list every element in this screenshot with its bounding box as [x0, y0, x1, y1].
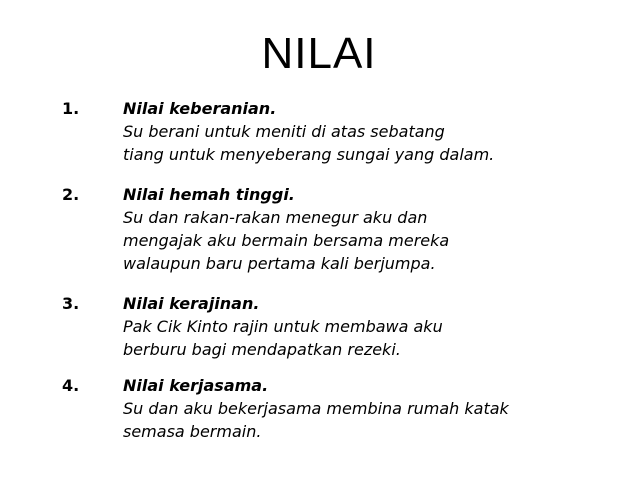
item-number: 3.	[62, 294, 80, 313]
item-body	[123, 292, 623, 361]
item-description-line: Su berani untuk meniti di atas sebatang	[123, 122, 445, 141]
item-body	[123, 374, 623, 443]
item-description-line: Su dan rakan-rakan menegur aku dan	[123, 208, 428, 227]
item-heading: Nilai keberanian.	[123, 99, 277, 118]
item-body	[123, 97, 623, 166]
item-heading: Nilai kerjasama.	[123, 376, 269, 395]
item-description-line: berburu bagi mendapatkan rezeki.	[123, 340, 401, 359]
item-description-line: Su dan aku bekerjasama membina rumah katak	[123, 399, 509, 418]
item-description-line: walaupun baru pertama kali berjumpa.	[123, 254, 436, 273]
item-description-line: mengajak aku bermain bersama mereka	[123, 231, 450, 250]
item-number: 2.	[62, 185, 80, 204]
item-heading: Nilai kerajinan.	[123, 294, 260, 313]
item-heading: Nilai hemah tinggi.	[123, 185, 295, 204]
item-description-line: tiang untuk menyeberang sungai yang dalam.	[123, 145, 495, 164]
slide-title: NILAI	[261, 29, 377, 78]
item-description-line: Pak Cik Kinto rajin untuk membawa aku	[123, 317, 443, 336]
item-number: 4.	[62, 376, 80, 395]
item-body	[123, 183, 623, 275]
item-description-line: semasa bermain.	[123, 422, 262, 441]
item-number: 1.	[62, 99, 80, 118]
